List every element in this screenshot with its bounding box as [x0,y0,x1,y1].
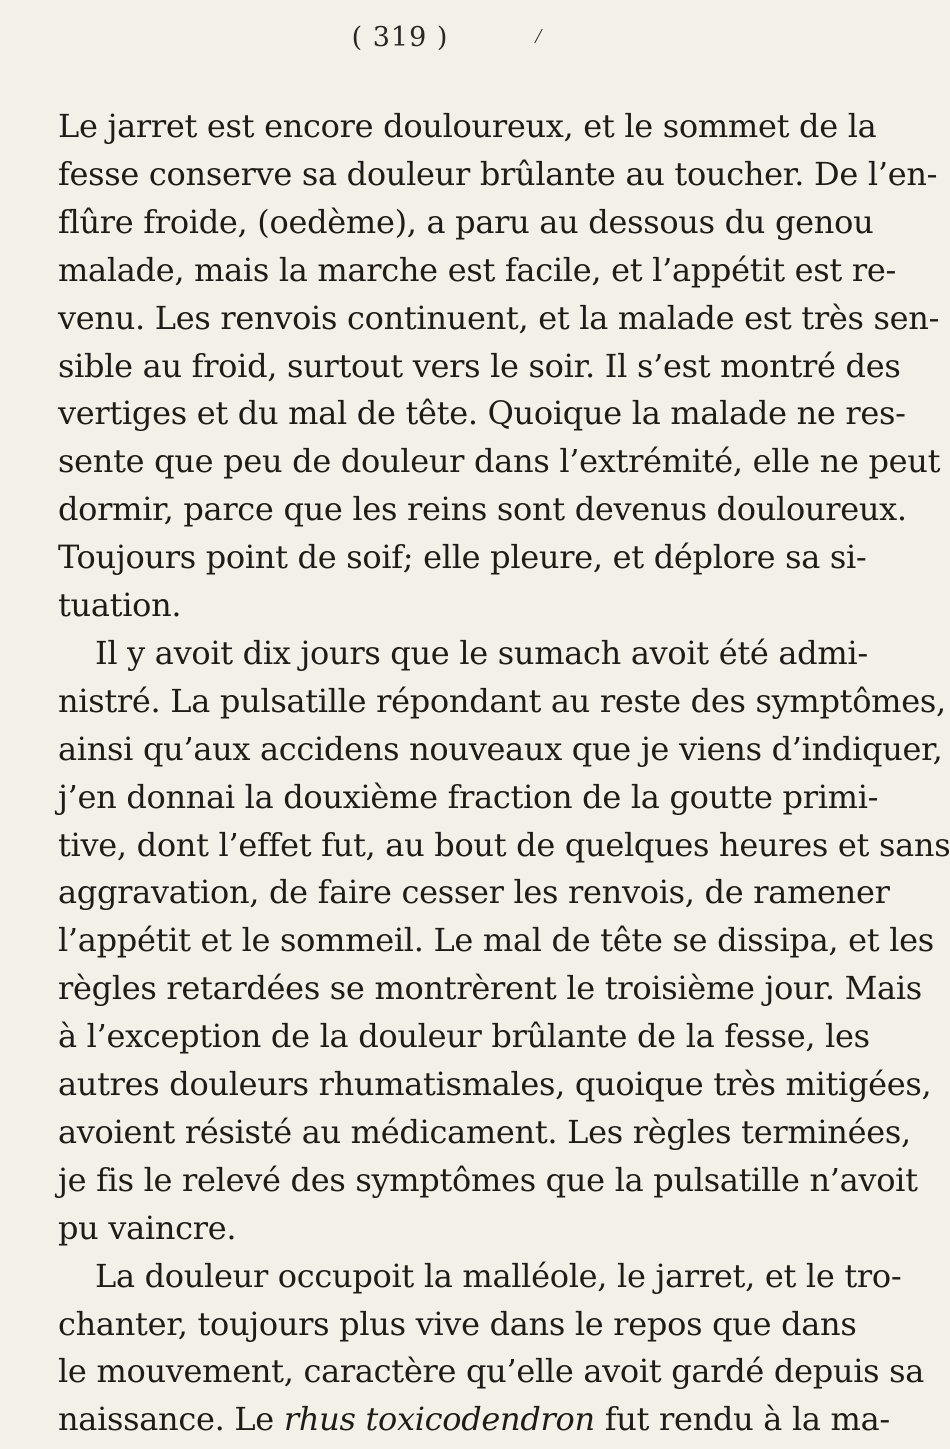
text-line: venu. Les renvois continuent, et la malade est très sen- [58,298,940,337]
text-line: j’en donnai la douxième fraction de la goutte primi- [58,777,879,816]
text-line: vertiges et du mal de tête. Quoique la malade ne res- [58,394,906,433]
text-line: dormir, parce que les reins sont devenus douloureux. [58,490,907,529]
text-line: Il y avoit dix jours que le sumach avoit été admi- [95,633,868,672]
text-line: ainsi qu’aux accidens nouveaux que je viens d’indiquer, [58,729,943,768]
text-line: avoient résisté au médicament. Les règles terminées, [58,1112,911,1151]
text-line: tive, dont l’effet fut, au bout de quelques heures et sans [58,825,950,864]
italic-plant-name: rhus toxicodendron [283,1400,595,1439]
text-line: je fis le relevé des symptômes que la pulsatille n’avoit [58,1160,918,1199]
text-line: flûre froide, (oedème), a paru au dessous du genou [58,202,874,241]
text-line: pu vaincre. [58,1208,237,1247]
text-line: sible au froid, surtout vers le soir. Il s’est montré des [58,346,901,385]
text-segment: naissance. Le [58,1400,284,1439]
text-line: à l’exception de la douleur brûlante de la fesse, les [58,1017,870,1056]
text-line: règles retardées se montrèrent le troisième jour. Mais [58,969,922,1008]
text-line: le mouvement, caractère qu’elle avoit gardé depuis sa [58,1352,925,1391]
text-line: La douleur occupoit la malléole, le jarret, et le tro- [95,1256,902,1295]
text-line: Toujours point de soif; elle pleure, et déplore sa si- [58,538,867,577]
text-line: chanter, toujours plus vive dans le repos que dans [58,1304,857,1343]
text-line: sente que peu de douleur dans l’extrémité, elle ne peut [58,442,941,481]
text-line: fesse conserve sa douleur brûlante au toucher. De l’en- [58,154,938,193]
page-number: ( 319 ) [351,22,449,53]
text-line: autres douleurs rhumatismales, quoique très mitigées, [58,1065,932,1103]
text-line: malade, mais la marche est facile, et l’appétit est re- [58,250,897,289]
text-line-last [58,1389,890,1449]
text-line: nistré. La pulsatille répondant au reste des symptômes, [58,681,946,720]
text-segment: fut rendu à la ma- [594,1400,890,1439]
text-line: l’appétit et le sommeil. Le mal de tête se dissipa, et les [58,921,934,960]
text-line: Le jarret est encore douloureux, et le sommet de la [58,107,877,145]
text-line: aggravation, de faire cesser les renvois, de ramener [58,873,890,912]
text-line: tuation. [58,586,182,624]
